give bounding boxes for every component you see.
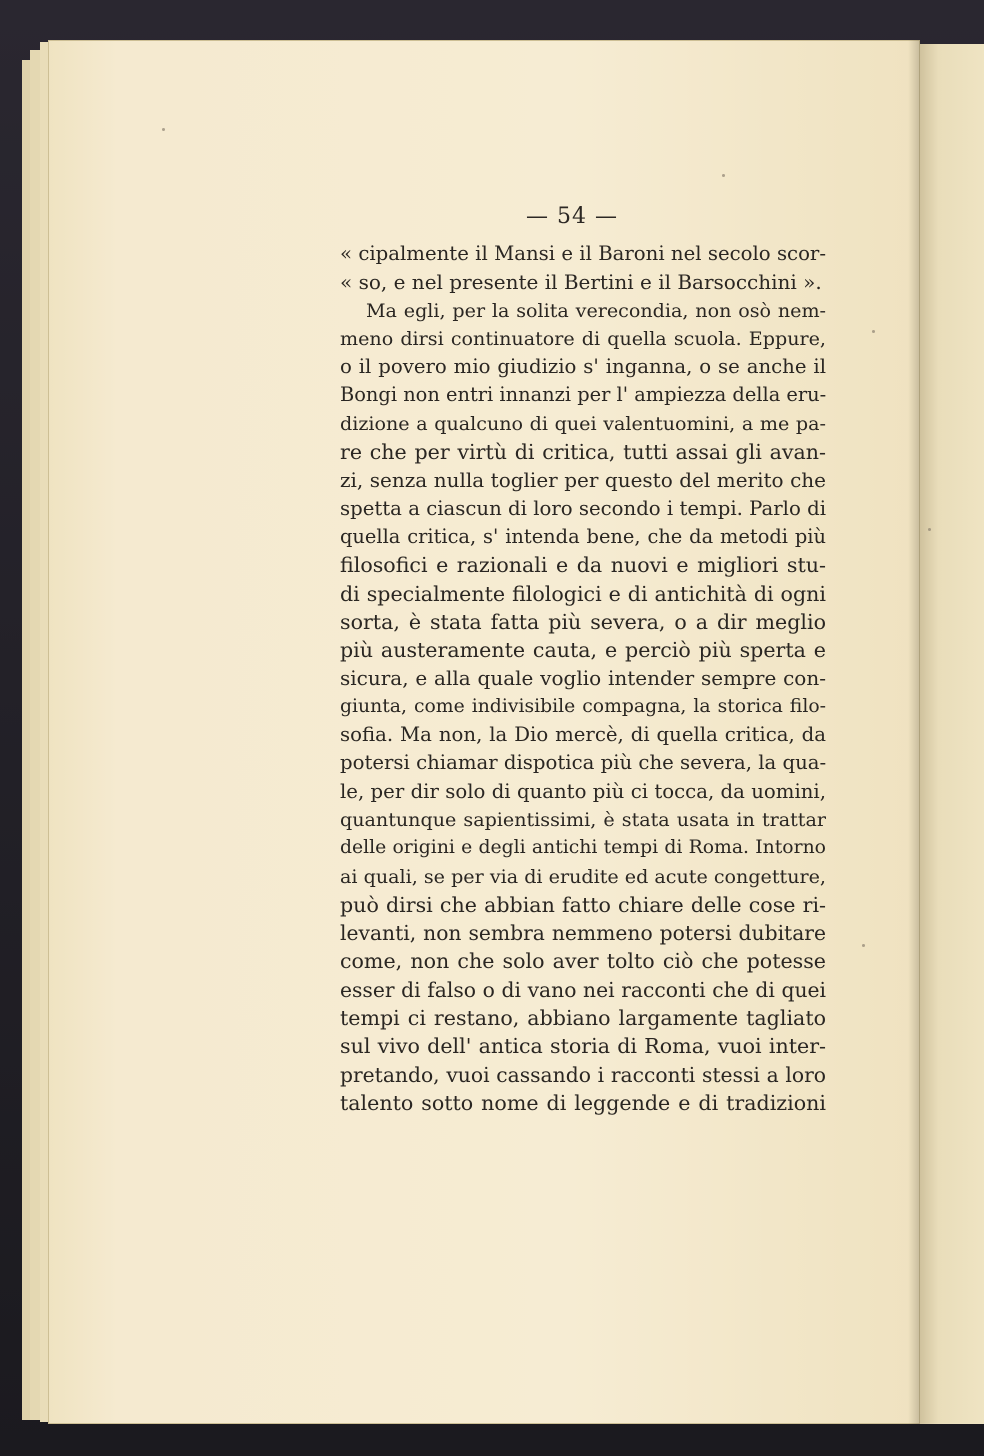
text-line: sorta, è stata fatta più severa, o a dir meglio	[340, 609, 826, 634]
text-line: « cipalmente il Mansi e il Baroni nel secolo scor-	[340, 242, 826, 265]
text-line: Ma egli, per la solita verecondia, non osò nem-	[366, 298, 826, 322]
paper-speck	[872, 330, 875, 333]
text-line: tempi ci restano, abbiano largamente tagliato	[340, 1006, 826, 1031]
text-line: quella critica, s' intenda bene, che da metodi più	[340, 524, 826, 548]
paper-speck	[162, 128, 165, 131]
gutter-shadow	[908, 40, 920, 1424]
adjacent-page	[916, 44, 984, 1424]
body-text	[340, 240, 826, 1117]
text-line: sofia. Ma non, la Dio mercè, di quella critica, da	[340, 723, 826, 747]
text-line: le, per dir solo di quanto più ci tocca, da uomini,	[340, 779, 826, 803]
text-line: ai quali, se per via di erudite ed acute congetture,	[340, 864, 826, 888]
text-line: re che per virtù di critica, tutti assai gli avan-	[340, 440, 826, 465]
text-line: o il povero mio giudizio s' inganna, o se anche il	[340, 355, 826, 379]
paper-speck	[862, 944, 865, 947]
text-line: di specialmente filologici e di antichità di ogni	[340, 581, 826, 606]
text-line: « so, e nel presente il Bertini e il Barsocchini ».	[340, 270, 822, 295]
text-line: può dirsi che abbian fatto chiare delle cose ri-	[340, 892, 826, 917]
text-line: Bongi non entri innanzi per l' ampiezza della eru-	[340, 383, 826, 407]
text-line: esser di falso o di vano nei racconti che di quei	[340, 977, 826, 1002]
text-line: giunta, come indivisibile compagna, la storica filo-	[340, 695, 826, 717]
page-number: — 54 —	[526, 204, 618, 229]
text-line: levanti, non sembra nemmeno potersi dubitare	[340, 921, 826, 946]
paper-speck	[722, 174, 725, 177]
text-line: spetta a ciascun di loro secondo i tempi. Parlo di	[340, 496, 826, 520]
text-line: zi, senza nulla toglier per questo del merito che	[340, 468, 826, 493]
text-line: talento sotto nome di leggende e di tradizioni	[340, 1090, 826, 1115]
text-line: più austeramente cauta, e perciò più sperta e	[340, 638, 826, 663]
text-line: dizione a qualcuno di quei valentuomini, a me pa-	[340, 411, 826, 435]
text-line: filosofici e razionali e da nuovi e migliori stu-	[340, 553, 826, 578]
text-line: delle origini e degli antichi tempi di Roma. Intorno	[340, 837, 826, 859]
text-line: come, non che solo aver tolto ciò che potesse	[340, 949, 826, 974]
text-line: sul vivo dell' antica storia di Roma, vuoi inter-	[340, 1034, 826, 1059]
text-line: meno dirsi continuatore di quella scuola. Eppure,	[340, 326, 826, 350]
paper-speck	[928, 528, 931, 531]
text-line: pretando, vuoi cassando i racconti stessi a loro	[340, 1062, 826, 1087]
text-line: potersi chiamar dispotica più che severa, la qua-	[340, 751, 826, 775]
text-line: sicura, e alla quale voglio intender sempre con-	[340, 666, 826, 691]
text-line: quantunque sapientissimi, è stata usata in trattar	[340, 807, 826, 831]
